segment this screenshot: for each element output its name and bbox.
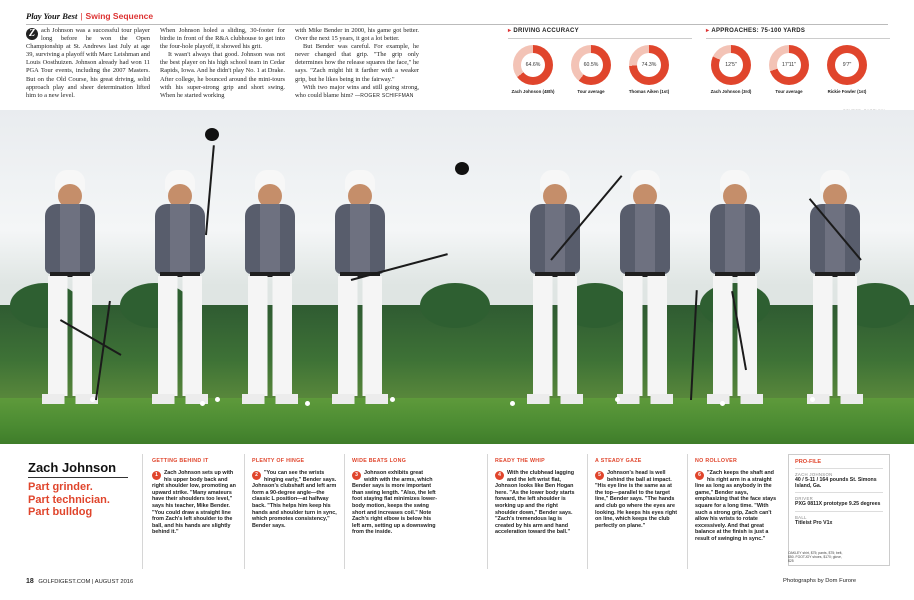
gauge-label: Zach Johnson (48th) (511, 89, 555, 94)
byline: —ROGER SCHIFFMAN (355, 92, 414, 99)
article-paragraph: When Johnson holed a sliding, 30-footer for birdie in front of the R&A clubhouse to get into the four-hole playoff, it showed his grit. (160, 27, 285, 51)
header-rule (26, 24, 888, 25)
swing-sequence-photo (0, 110, 914, 444)
driving-accuracy-title: ▸ DRIVING ACCURACY (508, 28, 579, 34)
gauge-value: 12'5" (719, 53, 743, 77)
phase-title: GETTING BEHIND IT (152, 458, 209, 464)
phase-title: NO ROLLOVER (695, 458, 738, 464)
pro-file-key: DRIVER (795, 496, 814, 502)
name-rule (28, 477, 128, 478)
article-paragraph: With two major wins and still going strong, who could blame him? (295, 83, 419, 99)
pro-file-value: PXG 0811X prototype 9.25 degrees (795, 501, 881, 508)
section-title: Play Your Best (26, 11, 78, 21)
phase-title: A STEADY GAZE (595, 458, 642, 464)
driver-head (205, 128, 219, 141)
golfer-figure (40, 170, 100, 410)
stats-rule (508, 38, 692, 39)
stat-gauge (824, 45, 870, 94)
column-divider (344, 454, 345, 569)
article-column-2 (160, 27, 285, 100)
stat-gauge (510, 45, 556, 94)
column-divider (587, 454, 588, 569)
phase-text: With the clubhead lagging and the left wrist flat, Johnson looks like Ben Hogan here. "As the lower body starts forward, the left shoulder is working up and the right shoulder down," Bender says. "Zach's tremendous lag is created by his arm and hand acceleration toward the ball." (495, 470, 575, 536)
golfer-figure (330, 170, 390, 410)
golf-ball (510, 401, 515, 406)
subsection-title: Swing Sequence (85, 11, 154, 21)
pro-file-key: ZACH JOHNSON (795, 472, 833, 477)
phase-number-badge: 4 (495, 471, 504, 480)
palm-trees-background (0, 305, 914, 405)
golfer-figure (150, 170, 210, 410)
page-footer: 18 GOLFDIGEST.COM | AUGUST 2016 (26, 578, 134, 585)
driving-accuracy-stats (508, 27, 692, 107)
approaches-title: ▸ APPROACHES: 75-100 YARDS (706, 28, 806, 34)
arrow-icon: ▸ (508, 28, 512, 34)
gauge-label: Tour average (577, 89, 605, 94)
golfer-figure (240, 170, 300, 410)
gauge-ring (571, 45, 611, 85)
swing-phase-caption (595, 458, 681, 529)
golf-ball (215, 397, 220, 402)
gauge-label: Zach Johnson (3rd) (710, 89, 752, 94)
gauge-value: 9'7" (835, 53, 859, 77)
golfer-figure (525, 170, 585, 410)
golfer-figure (615, 170, 675, 410)
column-divider (142, 454, 143, 569)
phase-number-badge: 3 (352, 471, 361, 480)
article-paragraph: It wasn't always that good. Johnson was not the best player on his high school team in Cedar Rapids, Iowa. And he didn't play No. 1 at Drake. After college, he bounced around the mini-tours with his super-strong grip and short swing. When he started working (160, 51, 285, 99)
gauge-ring (769, 45, 809, 85)
page-number: 18 (26, 578, 34, 585)
article-column-3 (295, 27, 419, 100)
gauge-ring (711, 45, 751, 85)
pro-file-key: BALL (795, 514, 807, 520)
pro-file-box (788, 454, 890, 566)
golf-ball (390, 397, 395, 402)
gauge-label: Thomas Aiken (1st) (628, 89, 670, 94)
pro-file-value: 40 / 5-11 / 164 pounds St. Simons Island, Ga. (795, 477, 877, 490)
golf-ball (720, 401, 725, 406)
header-divider: | (80, 11, 83, 21)
golfer-name: Zach Johnson (28, 460, 117, 475)
stats-rule (706, 38, 890, 39)
driver-head (455, 162, 469, 175)
pro-file-value: Titleist Pro V1x (795, 519, 833, 526)
gauge-value: 60.5% (579, 53, 603, 77)
gauge-label: Rickie Fowler (1st) (827, 89, 867, 94)
gauge-ring (629, 45, 669, 85)
swing-phase-caption (352, 458, 438, 536)
column-divider (687, 454, 688, 569)
phase-text: "You can see the wrists hinging early," Bender says. Johnson's clubshaft and left arm form a 90-degree angle—the classic L position—at halfway back. "This helps him keep his hands and shoulder turn in sync, which promotes consistency," Bender says. (252, 470, 337, 529)
golf-ball (615, 397, 620, 402)
gauge-value: 17'11" (777, 53, 801, 77)
golf-ball (90, 397, 95, 402)
article-intro: ach Johnson was a successful tour player long before he won the Open Championship at St. Andrews last July at age 39, surviving a playoff with Marc Leishman and Louis Oosthuizen. Johnson already had won 11 PGA Tour events, including the 2007 Masters. But on the Old Course, his great driving, solid approach play and sheer determination lifted him to a new level. (26, 27, 150, 99)
stat-gauge (626, 45, 672, 94)
gauge-ring (827, 45, 867, 85)
site-name: GOLFDIGEST.COM (38, 579, 91, 585)
gauge-value: 74.3% (637, 53, 661, 77)
issue-date: AUGUST 2016 (94, 579, 134, 585)
phase-number-badge: 6 (695, 471, 704, 480)
article-paragraph: with Mike Bender in 2000, his game got better. Over the next 15 years, it got a lot better. (295, 27, 419, 43)
column-divider (487, 454, 488, 569)
golf-ball (810, 397, 815, 402)
swing-phase-caption (495, 458, 581, 536)
article-column-1 (26, 27, 150, 100)
gauge-value: 64.6% (521, 53, 545, 77)
apparel-credits: OAKLEY shirt, $75; pants, $75; belt, $50. FOOTJOY shoes, $170; glove, $25 (788, 551, 843, 563)
swing-captions (0, 446, 914, 576)
approaches-stats (706, 27, 890, 107)
phase-text: Johnson exhibits great width with the arms, which Bender says is more important than swing length. "Also, the left foot staying flat minimizes lower-body motion, keeps the swing short and increases coil." Note Zach's right elbow is below his left arm, setting up a downswing from the inside. (352, 470, 438, 536)
arrow-icon: ▸ (706, 28, 710, 34)
stat-gauge (766, 45, 812, 94)
phase-text: "Zach keeps the shaft and his right arm in a straight line as long as anybody in the game," Bender says, emphasizing that the face stays square for a long time. "With such a strong grip, Zach can't allow his wrists to rotate excessively. And that great balance at the finish is just a result of swinging in sync." (695, 470, 777, 542)
column-divider (244, 454, 245, 569)
drop-cap: Z (26, 28, 38, 40)
stat-gauge (708, 45, 754, 94)
gauge-label: Tour average (775, 89, 803, 94)
stat-gauge (568, 45, 614, 94)
swing-phase-caption (152, 458, 238, 536)
golfer-figure (705, 170, 765, 410)
pro-file-title: PRO-FILE (795, 459, 822, 465)
golf-ball (200, 401, 205, 406)
phase-number-badge: 2 (252, 471, 261, 480)
phase-title: READY THE WHIP (495, 458, 546, 464)
fairway-grass (0, 398, 914, 444)
phase-text: Zach Johnson sets up with his upper body back and right shoulder low, promoting an upward strike. "Many amateurs have their shoulders too level," says his teacher, Mike Bender. "You could draw a straight line from Zach's left shoulder to the ball, and his hands are slightly behind it." (152, 470, 236, 536)
page-header (26, 11, 153, 21)
swing-phase-caption (252, 458, 338, 529)
golf-ball (305, 401, 310, 406)
phase-title: PLENTY OF HINGE (252, 458, 305, 464)
golfer-tagline: Part grinder. Part technician. Part bulldog (28, 481, 110, 518)
article-paragraph: But Bender was careful. For example, he never changed that grip. "The grip only determines how the release squares the face," he says. "Zach might hit it farther with a weaker grip, but he likes being in the fairway." (295, 43, 419, 83)
phase-number-badge: 1 (152, 471, 161, 480)
swing-phase-caption (695, 458, 781, 543)
phase-title: WIDE BEATS LONG (352, 458, 407, 464)
photo-credit: Photographs by Dom Furore (783, 578, 857, 584)
phase-number-badge: 5 (595, 471, 604, 480)
phase-text: Johnson's head is well behind the ball at impact. "His eye line is the same as at the top—parallel to the target line," Bender says. "The hands and club go where the eyes are looking. He keeps his eyes right on line, which keeps the club perfectly on plane." (595, 470, 678, 529)
gauge-ring (513, 45, 553, 85)
